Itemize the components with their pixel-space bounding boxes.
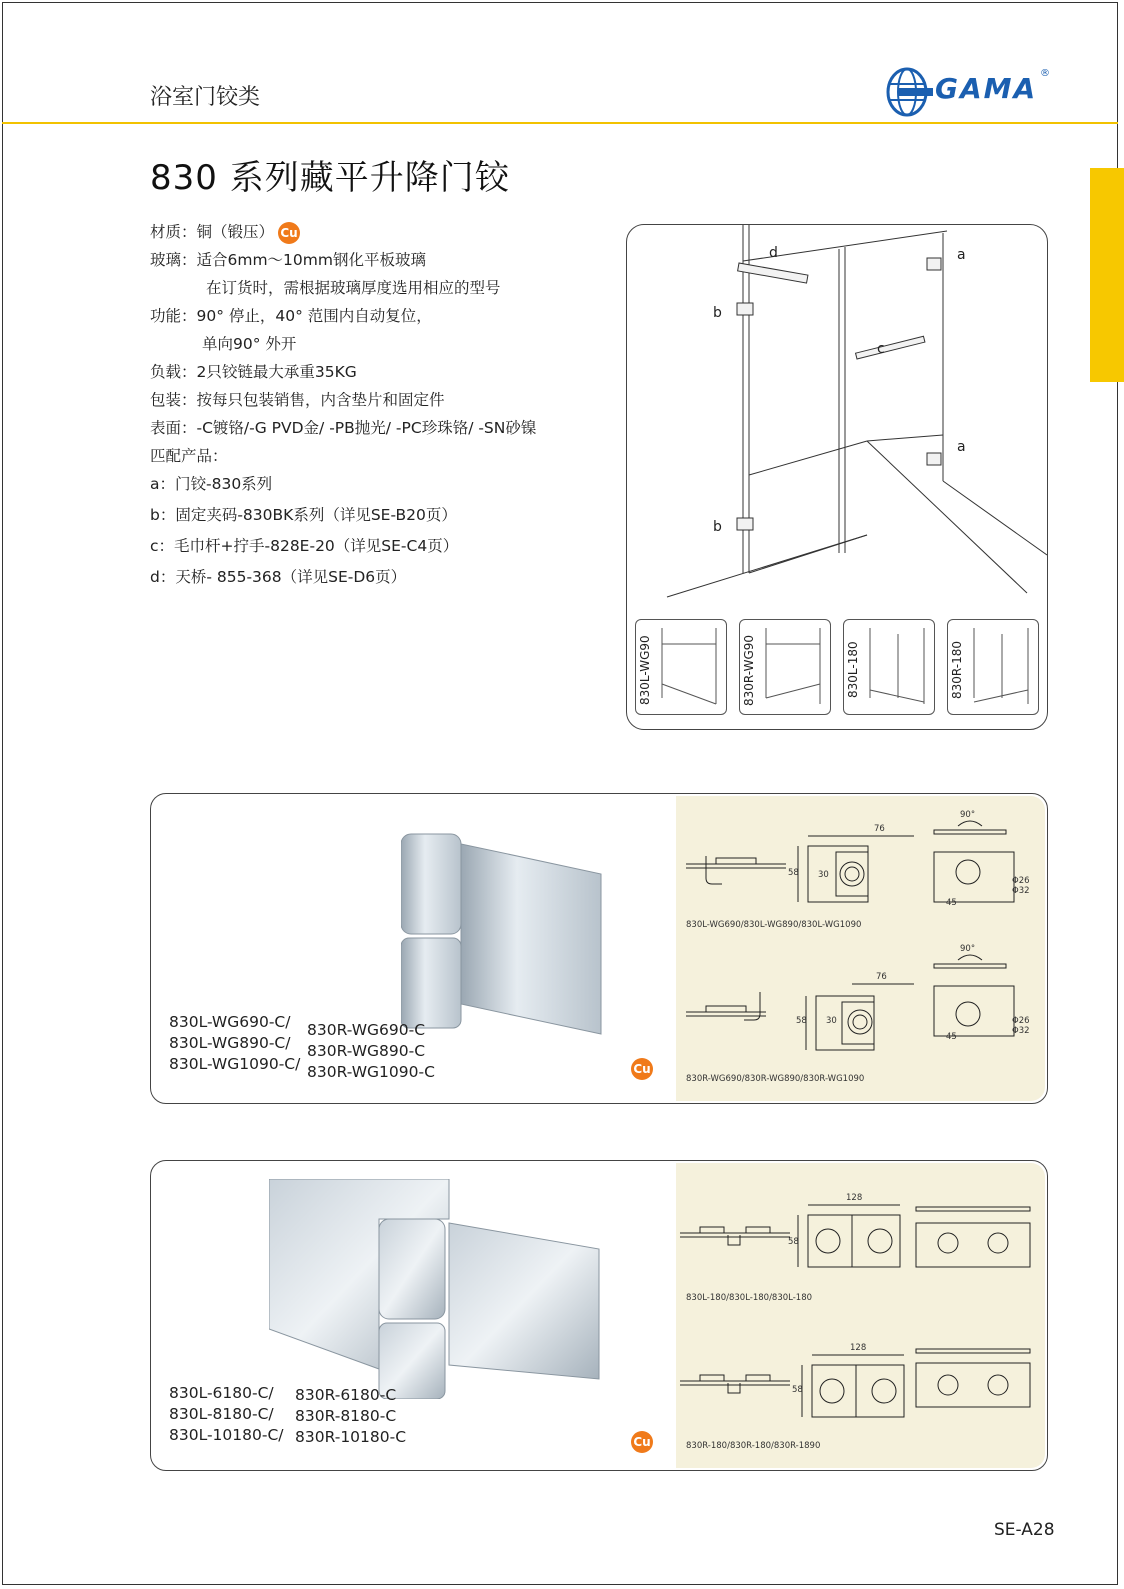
thumb-drawing	[968, 624, 1036, 712]
spec-packing: 包装：按每只包装销售，内含垫片和固定件	[150, 391, 445, 409]
enclosure-illustration	[626, 224, 1048, 730]
thumb-drawing	[656, 624, 724, 712]
product-code: 830R-WG890-C	[307, 1042, 426, 1060]
dimension-drawings-wg	[676, 796, 1045, 1101]
dim-width: 128	[846, 1193, 863, 1203]
label-a-top: a	[957, 247, 966, 263]
spec-function: 功能：90° 停止，40° 范围内自动复位，	[150, 307, 432, 325]
codes-left-180	[169, 1383, 284, 1446]
page-number: SE-A28	[994, 1520, 1055, 1540]
product-code: 830L-6180-C/	[169, 1384, 274, 1402]
thumb-drawing	[864, 624, 932, 712]
codes-left-wg	[169, 1012, 300, 1075]
enclosure-drawing	[627, 225, 1047, 605]
product-code: 830L-10180-C/	[169, 1426, 284, 1444]
product-code: 830R-10180-C	[295, 1428, 407, 1446]
thumb-830r-wg90	[739, 619, 831, 715]
dim-height: 58	[792, 1385, 803, 1395]
product-code: 830R-WG690-C	[307, 1021, 426, 1039]
spec-glass-note: 在订货时，需根据玻璃厚度选用相应的型号	[206, 279, 501, 297]
spec-material-text: 材质：铜（锻压）	[150, 223, 275, 241]
globe-icon	[885, 66, 933, 118]
drawing-caption: 830L-WG690/830L-WG890/830L-WG1090	[686, 920, 862, 930]
product-code: 830R-8180-C	[295, 1407, 397, 1425]
hinge-photo-180	[269, 1179, 609, 1399]
dim-d2: Φ32	[1012, 886, 1030, 896]
brand-logo	[885, 62, 1055, 122]
codes-right-180	[295, 1385, 406, 1448]
dim-width: 76	[874, 824, 885, 834]
dim-angle: 90°	[960, 810, 976, 820]
technical-drawings-wg	[676, 796, 1045, 1101]
spec-match-d: d：天桥- 855-368（详见SE-D6页）	[150, 568, 407, 586]
product-panel-wg	[150, 793, 1048, 1104]
dim-d1: Φ26	[1012, 876, 1030, 886]
thumb-label: 830R-180	[950, 641, 964, 699]
thumb-label: 830R-WG90	[742, 634, 756, 706]
spec-load: 负载：2只铰链最大承重35KG	[150, 363, 357, 381]
spec-glass: 玻璃：适合6mm～10mm钢化平板玻璃	[150, 251, 426, 269]
configuration-thumbnails	[635, 619, 1039, 715]
hinge-photo-wg	[401, 804, 631, 1044]
spec-material	[150, 218, 536, 246]
dimension-drawings-180	[676, 1163, 1045, 1468]
dim-d2: Φ32	[1012, 1026, 1030, 1036]
spec-match-b: b：固定夹码-830BK系列（详见SE-B20页）	[150, 506, 457, 524]
drawing-caption: 830R-180/830R-180/830R-1890	[686, 1441, 821, 1451]
page-title: 830 系列藏平升降门铰	[150, 158, 510, 198]
product-code: 830L-WG890-C/	[169, 1034, 291, 1052]
drawing-caption: 830L-180/830L-180/830L-180	[686, 1293, 813, 1303]
product-code: 830R-WG1090-C	[307, 1063, 435, 1081]
dim-height: 58	[788, 868, 799, 878]
header-rule	[2, 122, 1118, 124]
thumb-label: 830L-WG90	[638, 635, 652, 705]
spec-function-note: 单向90° 外开	[202, 335, 297, 353]
spec-matching: 匹配产品：	[150, 447, 228, 465]
thumb-drawing	[760, 624, 828, 712]
dim-d1: Φ26	[1012, 1016, 1030, 1026]
dim-height: 58	[796, 1016, 807, 1026]
copper-badge: Cu	[278, 222, 300, 244]
codes-right-wg	[307, 1020, 435, 1083]
label-b-bottom: b	[713, 519, 722, 535]
label-a-bottom: a	[957, 439, 966, 455]
dim-width: 128	[850, 1343, 867, 1353]
label-b-top: b	[713, 305, 722, 321]
label-d: d	[769, 245, 778, 261]
dim-inner: 30	[818, 870, 829, 880]
spec-match-a: a：门铰-830系列	[150, 475, 273, 493]
label-c: c	[877, 341, 885, 357]
brand-name: GAMA	[935, 72, 1038, 105]
product-code: 830L-WG1090-C/	[169, 1055, 301, 1073]
spec-list	[150, 218, 536, 591]
copper-badge: Cu	[631, 1058, 653, 1080]
technical-drawings-180	[676, 1163, 1045, 1468]
product-code: 830L-8180-C/	[169, 1405, 274, 1423]
thumb-830l-180	[843, 619, 935, 715]
spec-finish: 表面：-C镀铬/-G PVD金/ -PB抛光/ -PC珍珠铬/ -SN砂镍	[150, 419, 537, 437]
thumb-830r-180	[947, 619, 1039, 715]
registered-mark: ®	[1040, 68, 1050, 79]
dim-inner: 30	[826, 1016, 837, 1026]
dim-offset: 45	[946, 898, 957, 908]
drawing-caption: 830R-WG690/830R-WG890/830R-WG1090	[686, 1074, 865, 1084]
dim-angle: 90°	[960, 944, 976, 954]
thumb-label: 830L-180	[846, 641, 860, 699]
thumb-830l-wg90	[635, 619, 727, 715]
spec-match-c: c：毛巾杆+拧手-828E-20（详见SE-C4页）	[150, 537, 459, 555]
side-color-tab	[1090, 168, 1124, 382]
dim-height: 58	[788, 1237, 799, 1247]
product-code: 830R-6180-C	[295, 1386, 397, 1404]
dim-offset: 45	[946, 1032, 957, 1042]
category-heading: 浴室门铰类	[150, 85, 261, 110]
copper-badge: Cu	[631, 1431, 653, 1453]
product-code: 830L-WG690-C/	[169, 1013, 291, 1031]
dim-width: 76	[876, 972, 887, 982]
product-panel-180	[150, 1160, 1048, 1471]
